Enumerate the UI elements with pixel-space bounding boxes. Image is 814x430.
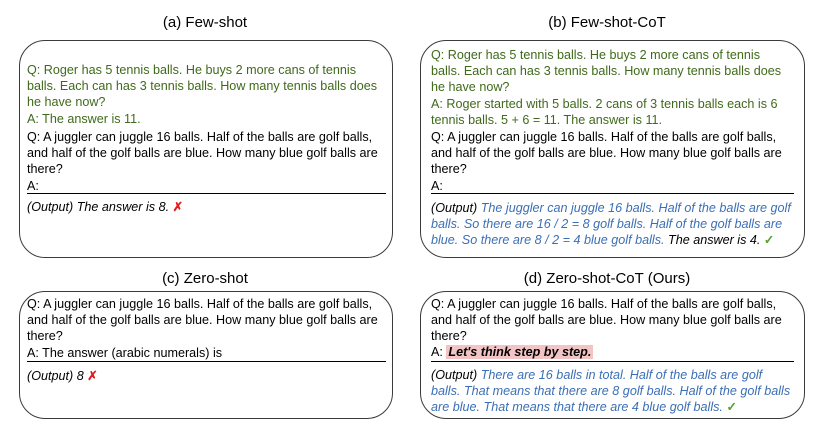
panel-b-title: (b) Few-shot-CoT <box>548 14 666 31</box>
panel-b-example: Q: Roger has 5 tennis balls. He buys 2 more cans of tennis balls. Each can has 3 tennis balls. How many tennis balls does he have now? A: Roger started with 5 balls. 2 cans of 3 tennis balls each is 6 tennis balls. 5 + 6 = 11. The answer is 11. <box>431 48 782 127</box>
panel-b-question: Q: A juggler can juggle 16 balls. Half of the balls are golf balls, and half of the golf balls are blue. How many blue golf balls are there? A: <box>431 130 782 193</box>
panel-c-question: Q: A juggler can juggle 16 balls. Half of the balls are golf balls, and half of the golf balls are blue. How many blue golf balls are there? A: The answer (arabic numerals) is <box>27 297 378 360</box>
panel-a-divider <box>27 193 386 194</box>
output-answer: The answer is 4. <box>668 233 761 248</box>
output-reasoning: The juggler can juggle 16 balls. Half of the balls are golf balls. So there are 16 / 2 = 8 golf balls. Half of the golf balls are blue. So there are 8 / 2 = 4 blue golf balls. <box>431 201 791 248</box>
panel-c-output <box>27 368 389 384</box>
output-label: (Output) <box>27 200 74 214</box>
panel-a-output <box>27 199 389 215</box>
panel-d-answer-line <box>431 344 801 360</box>
panel-d-title: (d) Zero-shot-CoT (Ours) <box>523 270 691 287</box>
panel-c-title: (c) Zero-shot <box>162 270 248 287</box>
cross-icon: ✗ <box>172 200 184 214</box>
answer-prefix: A: <box>431 345 443 359</box>
check-icon: ✓ <box>763 233 775 248</box>
trigger-prompt: Let's think step by step. <box>448 345 592 359</box>
check-icon: ✓ <box>726 400 737 415</box>
panel-a-example: Q: Roger has 5 tennis balls. He buys 2 more cans of tennis balls. Each can has 3 tennis balls. How many tennis balls does he have now? A: The answer is 11. <box>27 63 378 126</box>
output-reasoning: There are 16 balls in total. Half of the balls are golf balls. That means that there are 8 golf balls. Half of the golf balls are blue. That means that there are 4 blue golf balls. <box>431 368 791 415</box>
panel-b-divider <box>431 193 794 194</box>
panel-d-question: Q: A juggler can juggle 16 balls. Half of the balls are golf balls, and half of the golf balls are blue. How many blue golf balls are there? <box>431 297 782 344</box>
output-label: (Output) <box>431 368 478 382</box>
panel-a-title: (a) Few-shot <box>162 14 248 31</box>
panel-b-output <box>431 200 801 249</box>
panel-c-divider <box>27 361 386 362</box>
output-answer: 8 <box>76 369 84 383</box>
panel-d-output <box>431 367 801 416</box>
panel-a-question: Q: A juggler can juggle 16 balls. Half of the balls are golf balls, and half of the golf balls are blue. How many blue golf balls are there? A: <box>27 130 378 193</box>
output-label: (Output) <box>431 201 478 215</box>
panel-d-divider <box>431 361 794 362</box>
output-label: (Output) <box>27 369 74 383</box>
cross-icon: ✗ <box>87 369 98 383</box>
output-answer: The answer is 8. <box>76 200 170 214</box>
